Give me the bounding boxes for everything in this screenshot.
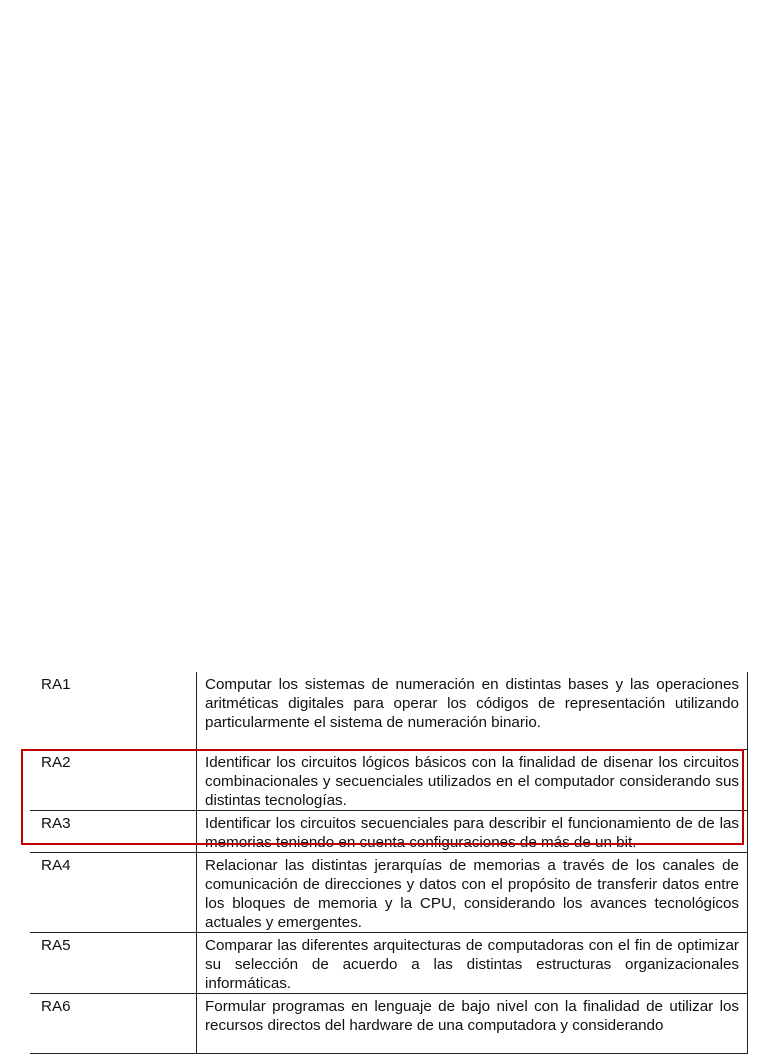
outcome-code: RA1: [30, 672, 197, 749]
table-row: [30, 852, 748, 932]
table-row: [30, 993, 748, 1053]
outcome-code: RA4: [30, 852, 197, 932]
outcome-description: Comparar las diferentes arquitecturas de computadoras con el fin de optimizar su selección de acuerdo a las distintas estructuras organizacionales informáticas.: [197, 932, 748, 993]
outcome-code: RA2: [30, 749, 197, 810]
outcome-description: Formular programas en lenguaje de bajo nivel con la finalidad de utilizar los recursos directos del hardware de una computadora y considerando: [197, 993, 748, 1053]
outcome-code: RA6: [30, 993, 197, 1053]
outcome-description: Identificar los circuitos secuenciales para describir el funcionamiento de de las memorias teniendo en cuenta configuraciones de más de un bit.: [197, 810, 748, 852]
outcome-description: Relacionar las distintas jerarquías de memorias a través de los canales de comunicación de direcciones y datos con el propósito de transferir datos entre los bloques de memoria y la CPU, considerando los avances tecnológicos actuales y emergentes.: [197, 852, 748, 932]
outcome-description: Computar los sistemas de numeración en distintas bases y las operaciones aritméticas digitales para operar los códigos de representación utilizando particularmente el sistema de numeración binario.: [197, 672, 748, 749]
table-row: [30, 672, 748, 749]
outcome-description: Identificar los circuitos lógicos básicos con la finalidad de disenar los circuitos combinacionales y secuenciales utilizados en el computador considerando sus distintas tecnologías.: [197, 749, 748, 810]
outcome-code: RA3: [30, 810, 197, 852]
learning-outcomes-table: [30, 672, 748, 1054]
table-row: [30, 932, 748, 993]
outcome-code: RA5: [30, 932, 197, 993]
table-row: [30, 749, 748, 810]
table-row: [30, 810, 748, 852]
